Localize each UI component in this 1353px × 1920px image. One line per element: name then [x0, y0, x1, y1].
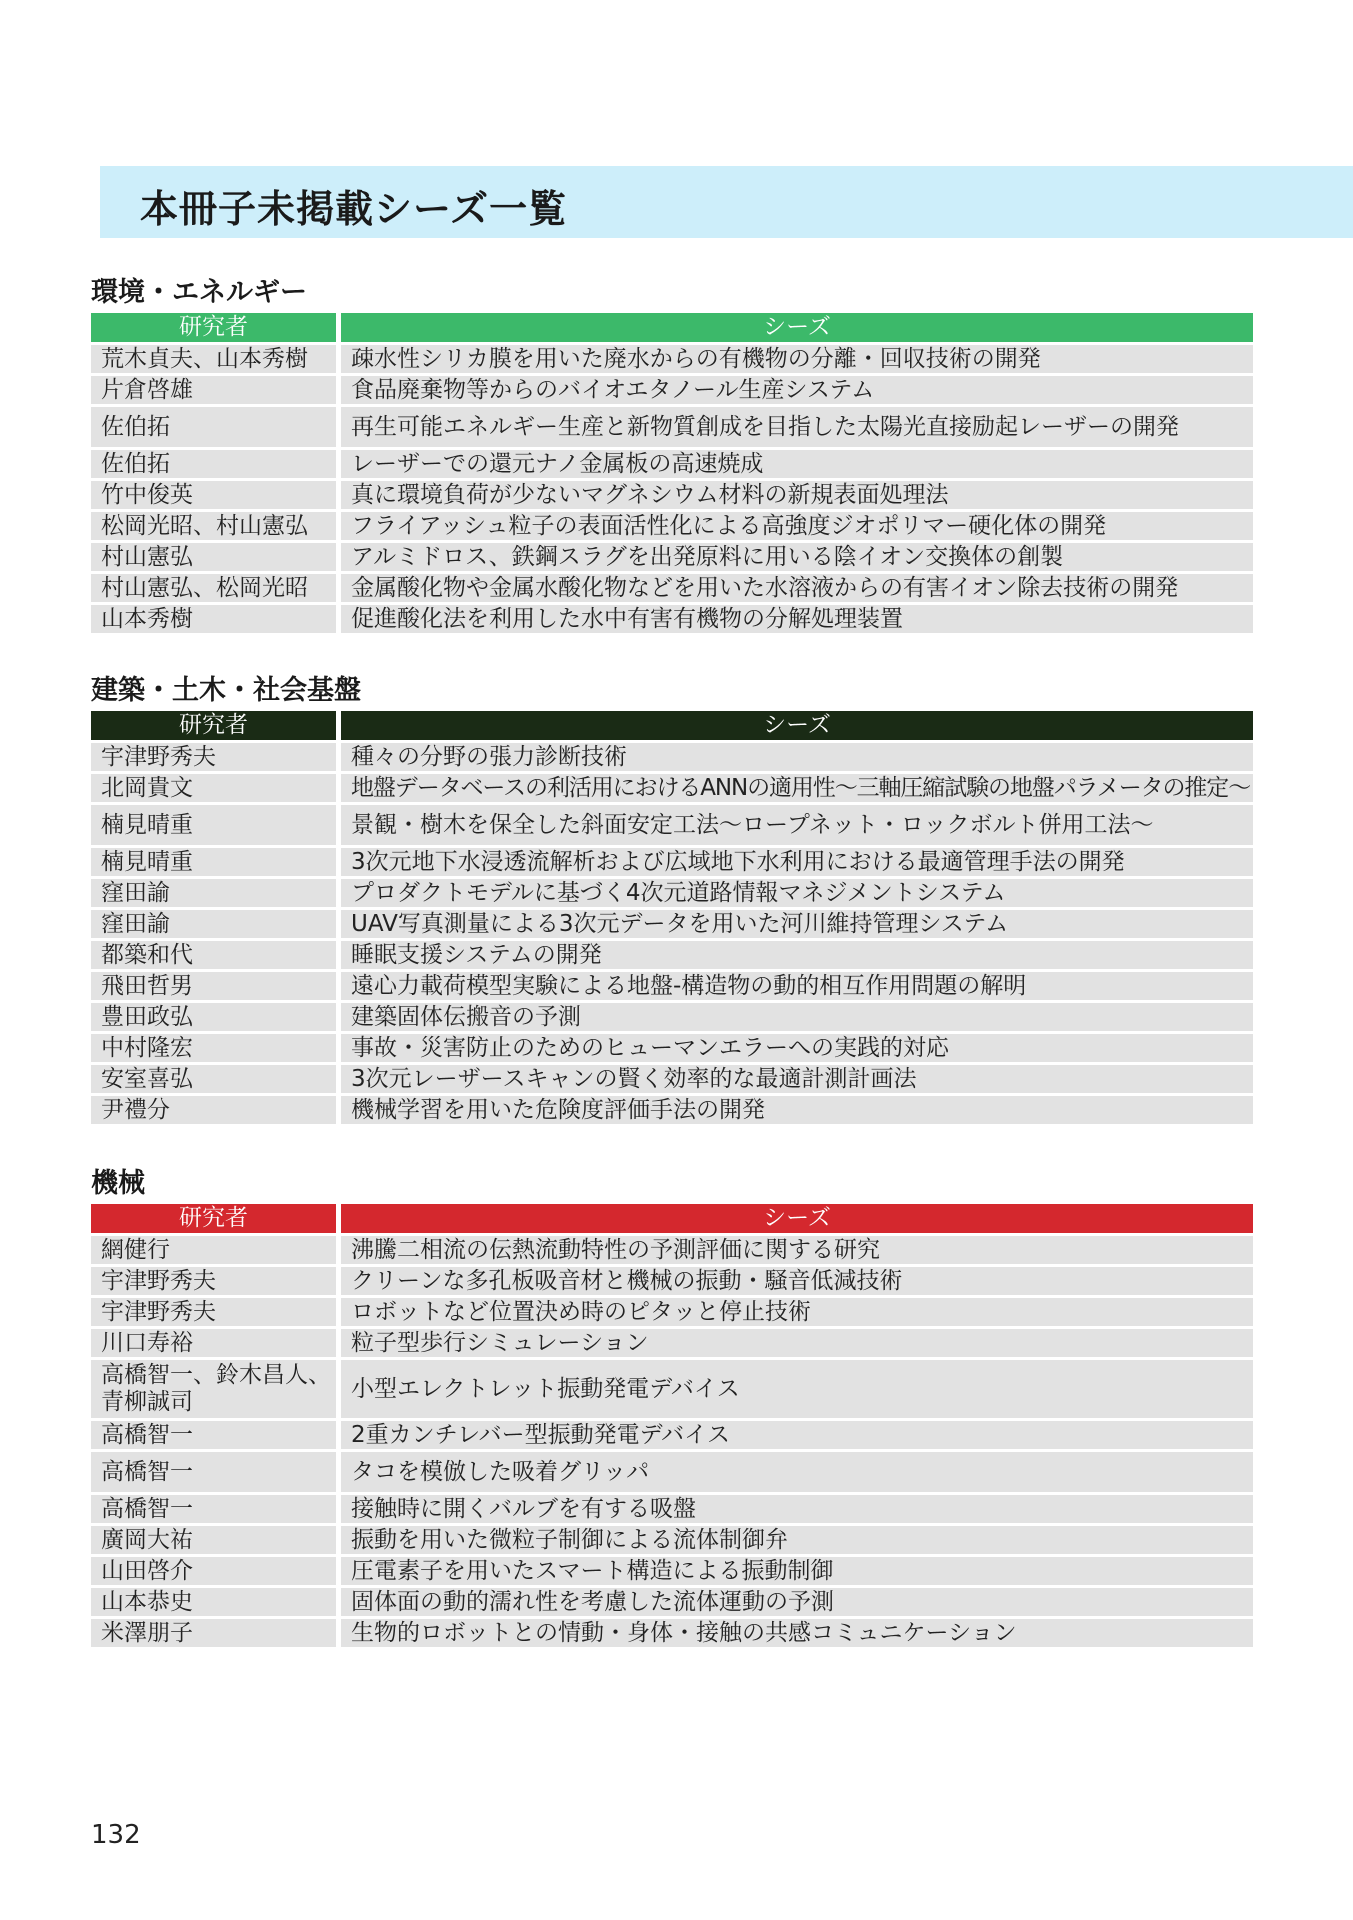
table-row: [91, 1588, 1253, 1619]
researcher-cell: 米澤朋子: [91, 1619, 341, 1650]
table-row: [91, 774, 1253, 805]
seed-cell: 地盤データベースの利活用におけるANNの適用性～三軸圧縮試験の地盤パラメータの推定～: [341, 774, 1253, 805]
seed-cell: 睡眠支援システムの開発: [341, 941, 1253, 972]
researcher-cell: 都築和代: [91, 941, 341, 972]
seed-cell: 景観・樹木を保全した斜面安定工法～ロープネット・ロックボルト併用工法～: [341, 805, 1253, 848]
table-row: [91, 1298, 1253, 1329]
table-row: [91, 407, 1253, 450]
researcher-cell: 網健行: [91, 1236, 341, 1267]
table-row: [91, 1003, 1253, 1034]
table-row: [91, 1495, 1253, 1526]
seed-cell: 真に環境負荷が少ないマグネシウム材料の新規表面処理法: [341, 481, 1253, 512]
seed-cell: 疎水性シリカ膜を用いた廃水からの有機物の分離・回収技術の開発: [341, 345, 1253, 376]
table-row: [91, 512, 1253, 543]
page-title: 本冊子未掲載シーズ一覧: [140, 187, 568, 231]
researcher-cell: 楠見晴重: [91, 805, 341, 848]
seed-cell: 3次元レーザースキャンの賢く効率的な最適計測計画法: [341, 1065, 1253, 1096]
table-row: [91, 1034, 1253, 1065]
table-row: [91, 1236, 1253, 1267]
seed-cell: 接触時に開くバルブを有する吸盤: [341, 1495, 1253, 1526]
seed-cell: 振動を用いた微粒子制御による流体制御弁: [341, 1526, 1253, 1557]
seed-cell: 3次元地下水浸透流解析および広域地下水利用における最適管理手法の開発: [341, 848, 1253, 879]
seed-cell: 圧電素子を用いたスマート構造による振動制御: [341, 1557, 1253, 1588]
researcher-cell: 松岡光昭、村山憲弘: [91, 512, 341, 543]
seed-cell: 遠心力載荷模型実験による地盤-構造物の動的相互作用問題の解明: [341, 972, 1253, 1003]
seed-table-environment: [91, 313, 1253, 636]
seed-table-civil: [91, 711, 1253, 1127]
researcher-cell: 窪田諭: [91, 879, 341, 910]
researcher-cell: 竹中俊英: [91, 481, 341, 512]
column-header-seeds: シーズ: [341, 313, 1253, 345]
researcher-cell: 高橋智一: [91, 1495, 341, 1526]
column-header-researcher: 研究者: [91, 711, 341, 743]
seed-cell: UAV写真測量による3次元データを用いた河川維持管理システム: [341, 910, 1253, 941]
seed-cell: 沸騰二相流の伝熱流動特性の予測評価に関する研究: [341, 1236, 1253, 1267]
seed-cell: タコを模倣した吸着グリッパ: [341, 1452, 1253, 1495]
table-row: [91, 1421, 1253, 1452]
table-row: [91, 848, 1253, 879]
table-row: [91, 941, 1253, 972]
researcher-cell: 中村隆宏: [91, 1034, 341, 1065]
table-row: [91, 1267, 1253, 1298]
table-row: [91, 743, 1253, 774]
seed-cell: 小型エレクトレット振動発電デバイス: [341, 1360, 1253, 1421]
column-header-researcher: 研究者: [91, 313, 341, 345]
section-heading-environment: 環境・エネルギー: [91, 277, 307, 308]
researcher-cell: 荒木貞夫、山本秀樹: [91, 345, 341, 376]
researcher-cell: 北岡貴文: [91, 774, 341, 805]
seed-cell: 建築固体伝搬音の予測: [341, 1003, 1253, 1034]
researcher-cell: 片倉啓雄: [91, 376, 341, 407]
researcher-cell: 高橋智一: [91, 1421, 341, 1452]
section-heading-mechanical: 機械: [91, 1168, 145, 1199]
seed-cell: 粒子型歩行シミュレーション: [341, 1329, 1253, 1360]
researcher-cell: 高橋智一: [91, 1452, 341, 1495]
column-header-seeds: シーズ: [341, 1204, 1253, 1236]
table-row: [91, 1096, 1253, 1127]
seed-cell: 金属酸化物や金属水酸化物などを用いた水溶液からの有害イオン除去技術の開発: [341, 574, 1253, 605]
seed-cell: 種々の分野の張力診断技術: [341, 743, 1253, 774]
seed-cell: 促進酸化法を利用した水中有害有機物の分解処理装置: [341, 605, 1253, 636]
researcher-cell: 尹禮分: [91, 1096, 341, 1127]
table-row: [91, 1526, 1253, 1557]
researcher-cell: 飛田哲男: [91, 972, 341, 1003]
researcher-cell: 宇津野秀夫: [91, 1298, 341, 1329]
seed-cell: フライアッシュ粒子の表面活性化による高強度ジオポリマー硬化体の開発: [341, 512, 1253, 543]
researcher-cell: 宇津野秀夫: [91, 1267, 341, 1298]
table-row: [91, 376, 1253, 407]
researcher-cell: 豊田政弘: [91, 1003, 341, 1034]
researcher-cell: 村山憲弘: [91, 543, 341, 574]
page-number: 132: [91, 1820, 141, 1850]
seed-table-mechanical: [91, 1204, 1253, 1650]
column-header-researcher: 研究者: [91, 1204, 341, 1236]
seed-cell: 食品廃棄物等からのバイオエタノール生産システム: [341, 376, 1253, 407]
seed-cell: 再生可能エネルギー生産と新物質創成を目指した太陽光直接励起レーザーの開発: [341, 407, 1253, 450]
table-row: [91, 972, 1253, 1003]
researcher-cell: 山本秀樹: [91, 605, 341, 636]
seed-cell: 生物的ロボットとの情動・身体・接触の共感コミュニケーション: [341, 1619, 1253, 1650]
seed-cell: 固体面の動的濡れ性を考慮した流体運動の予測: [341, 1588, 1253, 1619]
table-row: [91, 910, 1253, 941]
table-row: [91, 605, 1253, 636]
researcher-cell: 宇津野秀夫: [91, 743, 341, 774]
table-row: [91, 450, 1253, 481]
seed-cell: 事故・災害防止のためのヒューマンエラーへの実践的対応: [341, 1034, 1253, 1065]
researcher-cell: 高橋智一、鈴木昌人、青柳誠司: [91, 1360, 341, 1421]
table-row: [91, 574, 1253, 605]
researcher-cell: 村山憲弘、松岡光昭: [91, 574, 341, 605]
researcher-cell: 佐伯拓: [91, 450, 341, 481]
table-row: [91, 879, 1253, 910]
researcher-cell: 安室喜弘: [91, 1065, 341, 1096]
seed-cell: クリーンな多孔板吸音材と機械の振動・騒音低減技術: [341, 1267, 1253, 1298]
table-row: [91, 543, 1253, 574]
table-row: [91, 1329, 1253, 1360]
table-row: [91, 1452, 1253, 1495]
seed-cell: ロボットなど位置決め時のピタッと停止技術: [341, 1298, 1253, 1329]
seed-cell: レーザーでの還元ナノ金属板の高速焼成: [341, 450, 1253, 481]
table-row: [91, 805, 1253, 848]
researcher-cell: 窪田諭: [91, 910, 341, 941]
researcher-cell: 楠見晴重: [91, 848, 341, 879]
seed-cell: 機械学習を用いた危険度評価手法の開発: [341, 1096, 1253, 1127]
seed-cell: プロダクトモデルに基づく4次元道路情報マネジメントシステム: [341, 879, 1253, 910]
table-row: [91, 1557, 1253, 1588]
table-row: [91, 481, 1253, 512]
researcher-cell: 山本恭史: [91, 1588, 341, 1619]
section-heading-civil: 建築・土木・社会基盤: [91, 675, 361, 706]
table-row: [91, 345, 1253, 376]
title-banner: [100, 166, 1353, 238]
researcher-cell: 廣岡大祐: [91, 1526, 341, 1557]
table-row: [91, 1360, 1253, 1421]
column-header-seeds: シーズ: [341, 711, 1253, 743]
researcher-cell: 佐伯拓: [91, 407, 341, 450]
seed-cell: アルミドロス、鉄鋼スラグを出発原料に用いる陰イオン交換体の創製: [341, 543, 1253, 574]
seed-cell: 2重カンチレバー型振動発電デバイス: [341, 1421, 1253, 1452]
table-row: [91, 1065, 1253, 1096]
researcher-cell: 山田啓介: [91, 1557, 341, 1588]
table-row: [91, 1619, 1253, 1650]
researcher-cell: 川口寿裕: [91, 1329, 341, 1360]
